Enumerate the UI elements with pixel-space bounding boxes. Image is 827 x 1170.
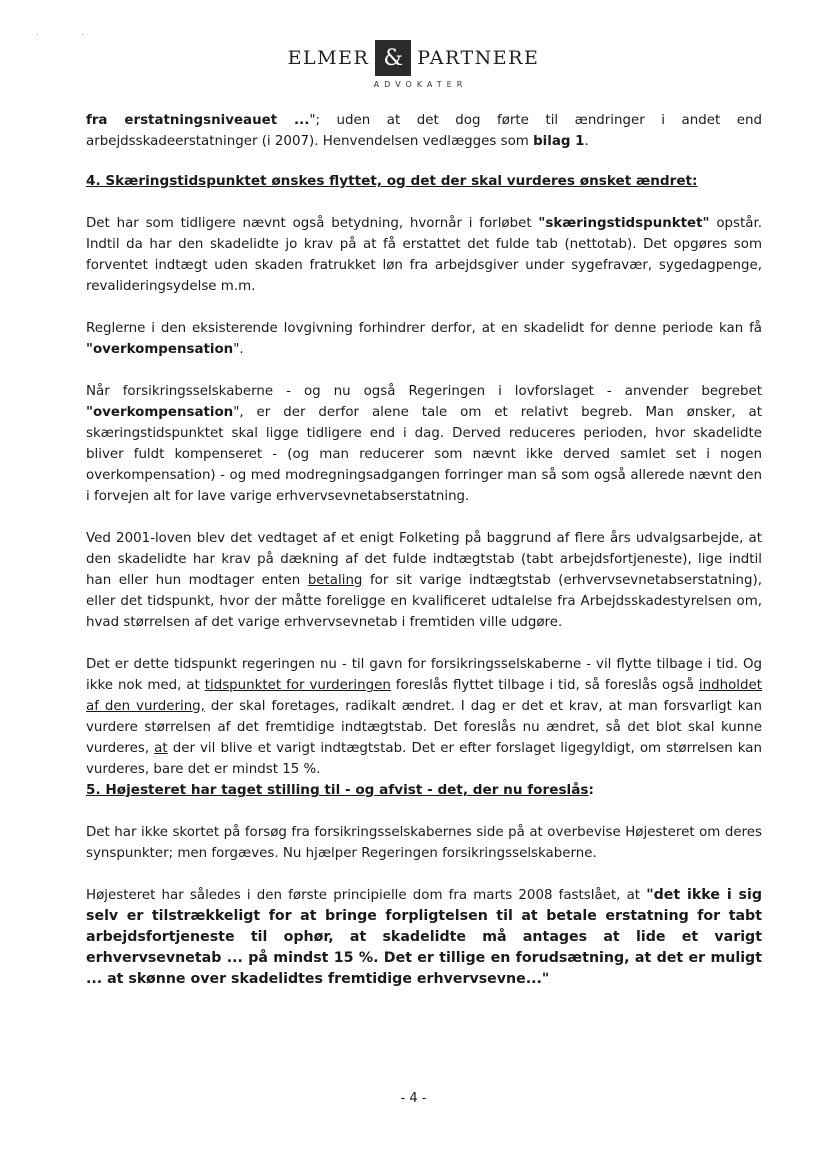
ampersand-logo-icon: & xyxy=(375,40,411,76)
paragraph-tidspunkt: Det er dette tidspunkt regeringen nu - til gavn for forsikringsselskaberne - vil flytte tilbage i tid. Og ikke nok med, at tidspunktet for vurderingen foreslås flyttet tilbage i tid, så foreslås også indholdet af den vurdering, der skal foretages, radikalt ændret. I dag er det et krav, at man forsvarligt kan vurdere størrelsen af det fremtidige indtægtstab. Det foreslås nu ændret, så det blot skal kunne vurderes, at der vil blive et varigt indtægtstab. Det er efter forslaget ligegyldigt, om størrelsen kan vurderes, bare det er mindst 15 %. xyxy=(86,657,763,777)
firm-name-left: ELMER xyxy=(287,47,370,69)
paragraph-skaeringstidspunkt: Det har som tidligere nævnt også betydning, hvornår i forløbet "skæringstidspunktet" opstår. Indtil da har den skadelidte jo krav på at få erstattet det fulde tab (nettotab). Det opgøres som forventet indtægt uden skaden fratrukket løn fra arbejdsgiver under sygefravær, sygedagpenge, revalideringsydelse m.m. xyxy=(86,216,762,294)
margin-marks: . . xyxy=(36,28,104,37)
page-number: - 4 - xyxy=(400,1091,427,1106)
document-body xyxy=(86,110,762,990)
paragraph-continuation: fra erstatningsniveauet ..."; uden at det dog førte til ændringer i andet end arbejdsskadeerstatninger (i 2007). Henvendelsen vedlægges som bilag 1. xyxy=(86,113,762,149)
firm-logo xyxy=(0,40,827,76)
paragraph-2001-loven: Ved 2001-loven blev det vedtaget af et enigt Folketing på baggrund af flere års udvalgsarbejde, at den skadelidte har krav på dækning af det fulde indtægtstab (tabt arbejdsfortjeneste), lige indtil han eller hun modtager enten betaling for sit varige indtægtstab (erhvervsevnetabserstatning), eller det tidspunkt, hvor der måtte foreligge en kvalificeret udtalelse fra Arbejdsskadestyrelsen om, hvad størrelsen af det varige erhvervsevnetab i fremtiden ville udgøre. xyxy=(86,531,762,630)
letterhead xyxy=(0,40,827,89)
paragraph-overkompensation: Når forsikringsselskaberne - og nu også Regeringen i lovforslaget - anvender begrebet "overkompensation", er der derfor alene tale om et relativt begreb. Man ønsker, at skæringstidspunktet skal ligge tidligere end i dag. Derved reduceres perioden, hvor skadelidte bliver fuldt kompenseret - (og man reducerer som nævnt ikke derved samlet set i nogen overkompensation) - og med modregningsadgangen forringer man så som også allerede nævnt den i forvejen alt for lave varige erhvervsevnetabserstatning. xyxy=(86,384,762,504)
firm-subtitle: ADVOKATER xyxy=(373,80,468,89)
paragraph-hojesteret-dom: Højesteret har således i den første principielle dom fra marts 2008 fastslået, at "det ikke i sig selv er tilstrækkeligt for at bringe forpligtelsen til at betale erstatning for tabt arbejdsfortjeneste til ophør, at skadelidte må antages at lide et varigt erhvervsevnetab ... på mindst 15 %. Det er tillige en forudsætning, at det er muligt ... at skønne over skadelidtes fremtidige erhvervsevne..." xyxy=(86,887,762,987)
section-heading-5: 5. Højesteret har taget stilling til - og afvist - det, der nu foreslås: xyxy=(86,782,594,798)
firm-name-right: PARTNERE xyxy=(417,47,540,69)
section-heading-4: 4. Skæringstidspunktet ønskes flyttet, og det der skal vurderes ønsket ændret: xyxy=(86,173,698,189)
paragraph-reglerne: Reglerne i den eksisterende lovgivning forhindrer derfor, at en skadelidt for denne periode kan få "overkompensation". xyxy=(86,321,762,357)
paragraph-forsog: Det har ikke skortet på forsøg fra forsikringsselskabernes side på at overbevise Højesteret om deres synspunkter; men forgæves. Nu hjælper Regeringen forsikringsselskaberne. xyxy=(86,825,762,861)
